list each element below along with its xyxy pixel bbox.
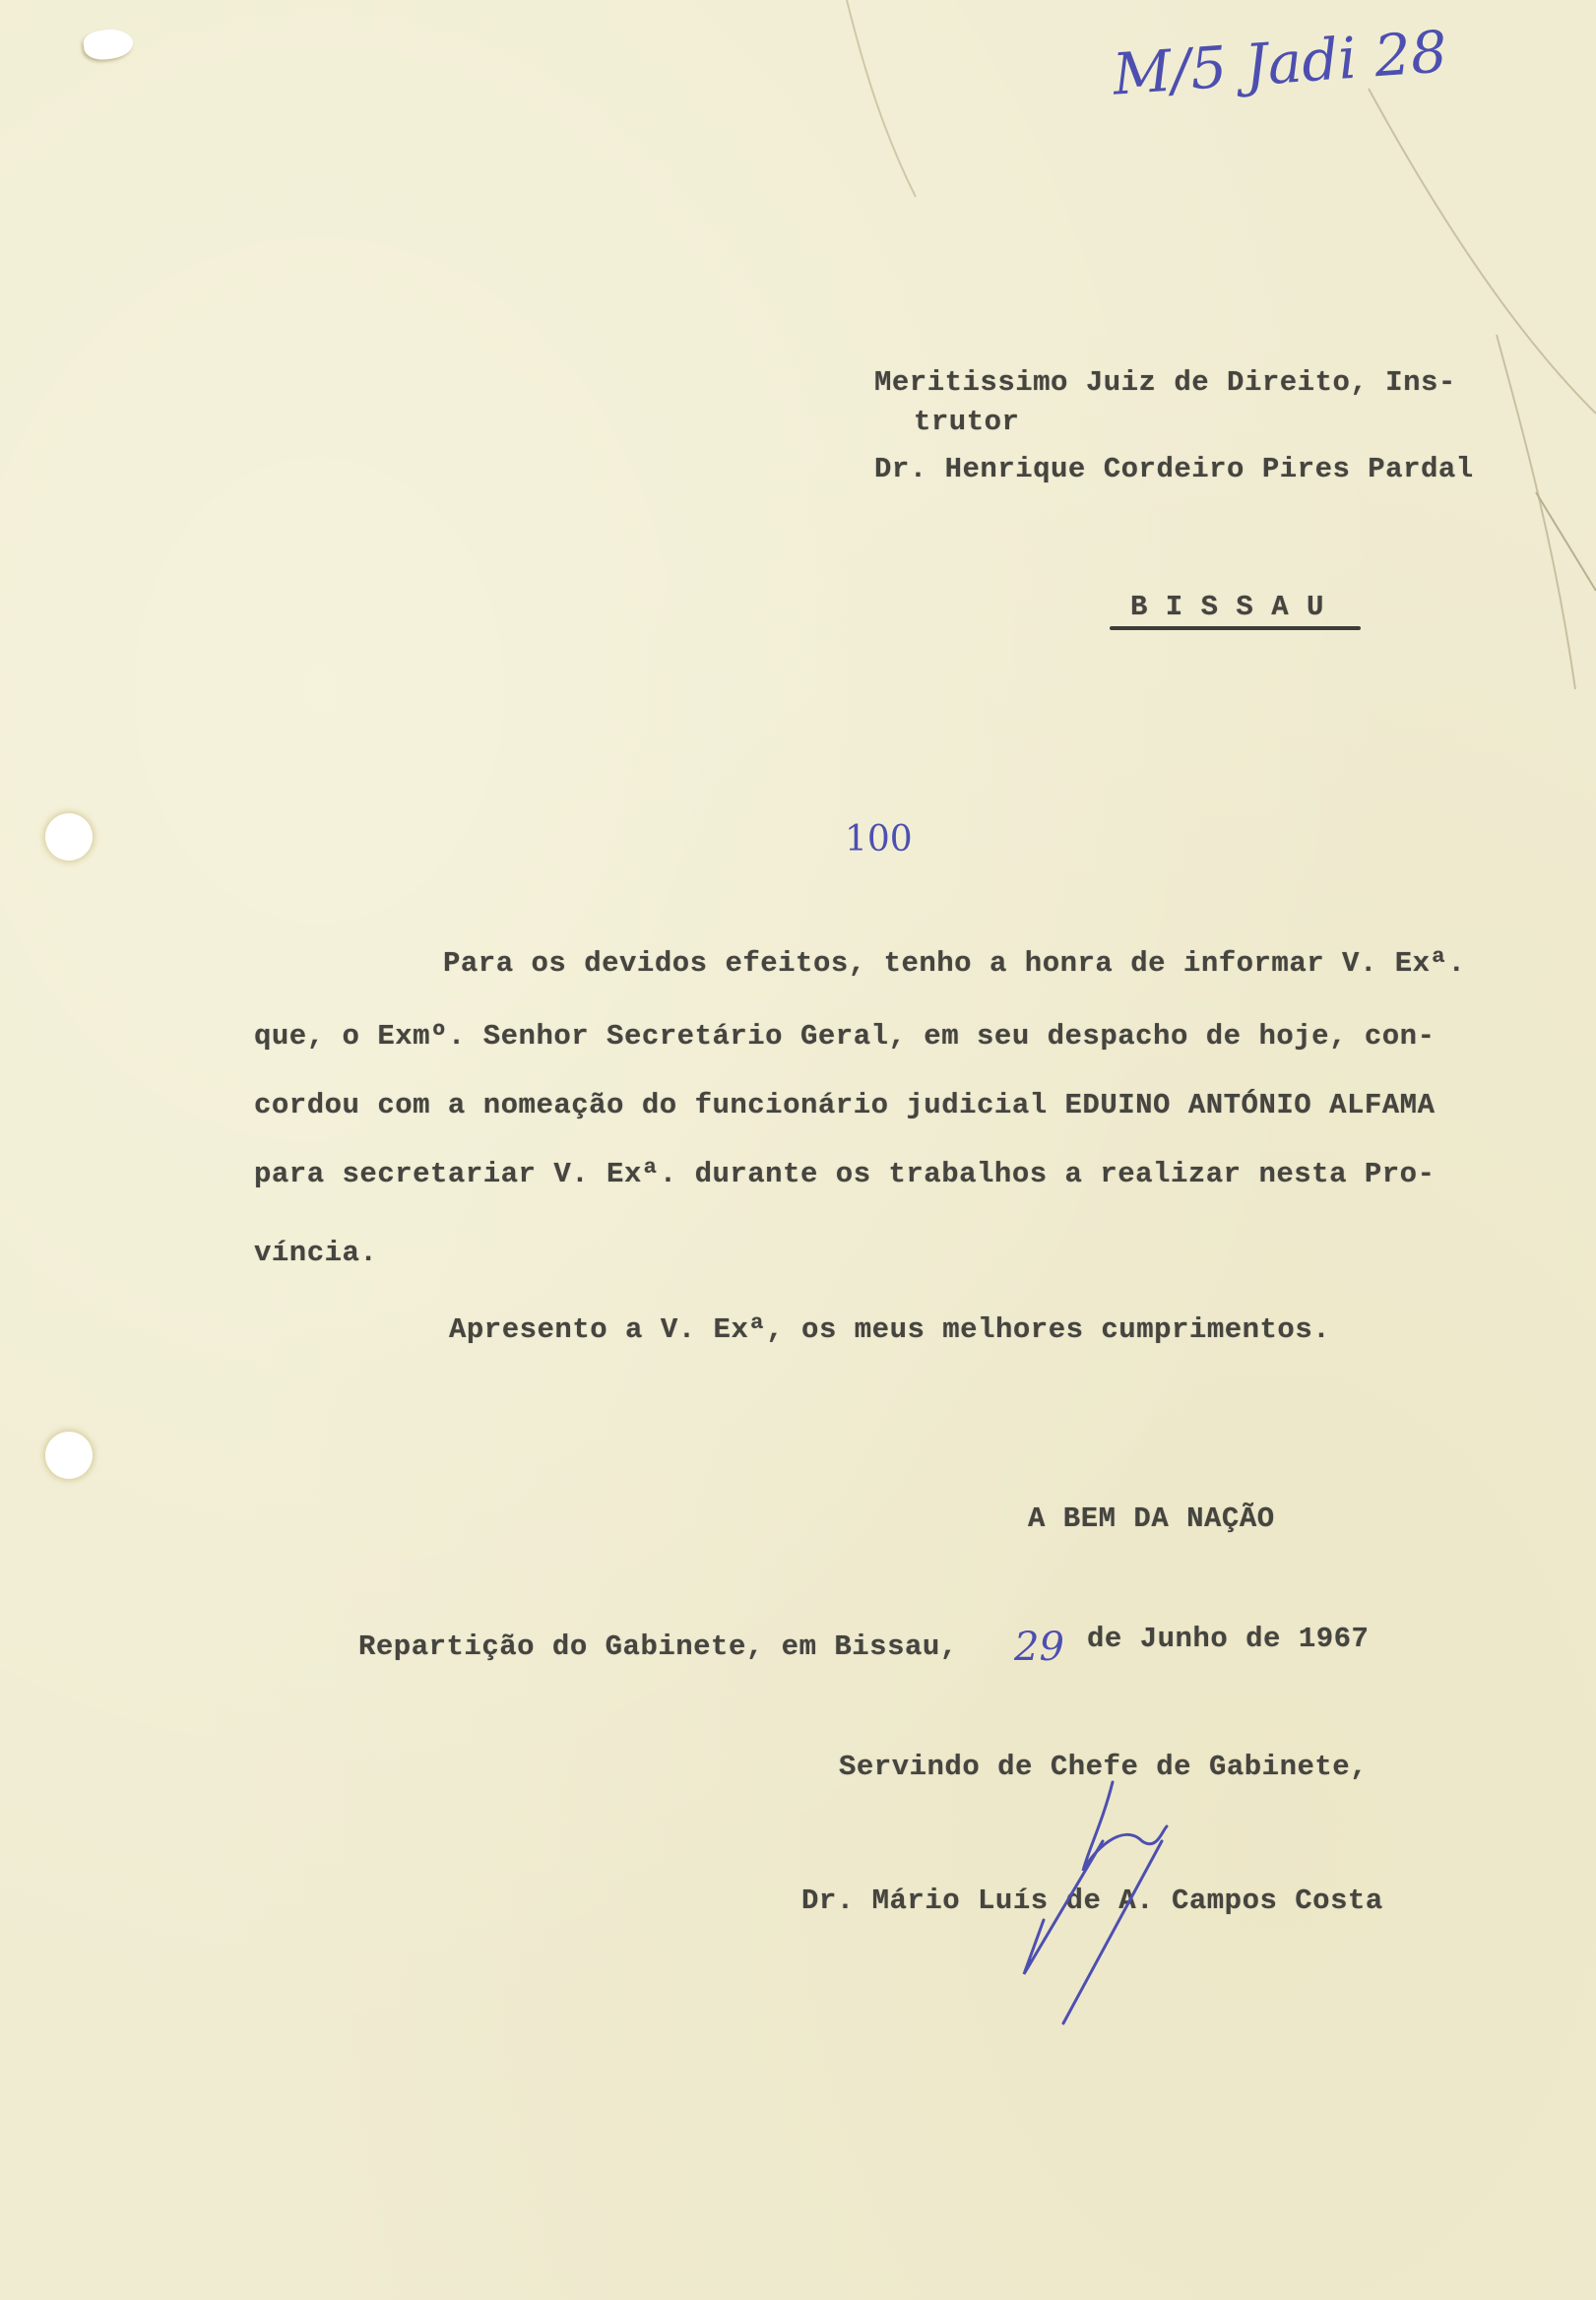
signatory-role: Servindo de Chefe de Gabinete,: [839, 1751, 1369, 1783]
body-line-5: víncia.: [254, 1237, 378, 1269]
addressee-line-1: Meritissimo Juiz de Direito, Ins-: [874, 366, 1456, 399]
closing-line: Apresento a V. Exª, os meus melhores cumprimentos.: [449, 1313, 1331, 1346]
motto: A BEM DA NAÇÃO: [1028, 1502, 1275, 1535]
body-line-2: que, o Exmº. Senhor Secretário Geral, em seu despacho de hoje, con-: [254, 1020, 1436, 1053]
addressee-name: Dr. Henrique Cordeiro Pires Pardal: [874, 453, 1474, 485]
dateline-suffix: de Junho de 1967: [1087, 1623, 1370, 1655]
body-line-1: Para os devidos efeitos, tenho a honra de informar V. Exª.: [443, 947, 1466, 980]
body-line-4: para secretariar V. Exª. durante os trabalhos a realizar nesta Pro-: [254, 1158, 1436, 1190]
addressee-city: B I S S A U: [1130, 591, 1324, 623]
handwritten-annotation-top: M/5 Jadi 28: [1111, 18, 1449, 108]
handwritten-reference-number: 100: [845, 819, 913, 860]
addressee-line-2: trutor: [914, 406, 1020, 438]
body-line-3: cordou com a nomeação do funcionário judicial EDUINO ANTÓNIO ALFAMA: [254, 1089, 1436, 1121]
handwritten-date-day: 29: [1014, 1625, 1064, 1670]
dateline-prefix: Repartição do Gabinete, em Bissau,: [358, 1630, 958, 1663]
signatory-name: Dr. Mário Luís de A. Campos Costa: [801, 1885, 1383, 1917]
